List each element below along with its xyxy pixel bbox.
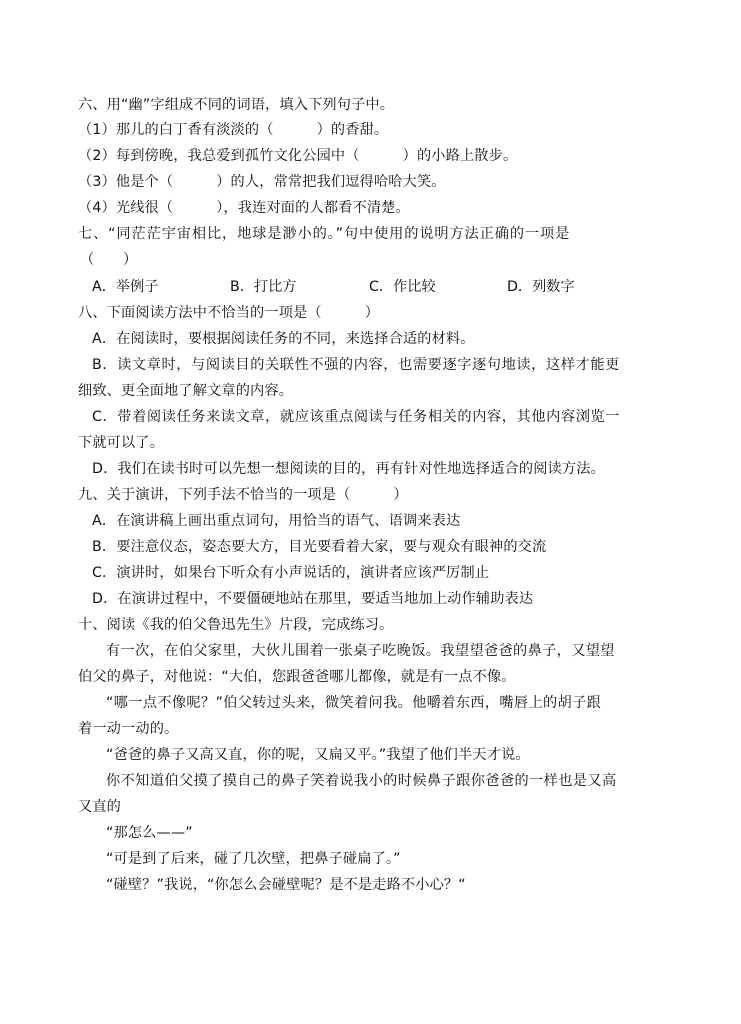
section6-item-3: （3）他是个（ ）的人，常常把我们逗得哈哈大笑。 bbox=[78, 174, 446, 190]
section7-heading: 七、“同茫茫宇宙相比，地球是渺小的。”句中使用的说明方法正确的一项是 bbox=[78, 226, 571, 242]
section8-option-a: A．在阅读时，要根据阅读任务的不同，来选择合适的材料。 bbox=[92, 331, 475, 347]
section7-option-b: B．打比方 bbox=[230, 279, 297, 295]
section9-option-d: D．在演讲过程中，不要僵硬地站在那里，要适当地加上动作辅助表达 bbox=[92, 591, 534, 607]
section8-option-c-line2: 下就可以了。 bbox=[78, 435, 165, 451]
section9-option-c: C．演讲时，如果台下听众有小声说话的，演讲者应该严厉制止 bbox=[92, 565, 490, 581]
section10-heading: 十、阅读《我的伯父鲁迅先生》片段，完成练习。 bbox=[78, 617, 394, 633]
passage-line-3: “哪一点不像呢？”伯父转过头来，微笑着问我。他嚼着东西，嘴唇上的胡子跟 bbox=[106, 695, 602, 711]
passage-line-2: 伯父的鼻子，对他说：“大伯，您跟爸爸哪儿都像，就是有一点不像。 bbox=[78, 669, 516, 685]
section6-item-2: （2）每到傍晚，我总爱到孤竹文化公园中（ ）的小路上散步。 bbox=[78, 148, 518, 164]
passage-line-9: “可是到了后来，碰了几次壁，把鼻子碰扁了。” bbox=[106, 851, 401, 867]
section6-item-1: （1）那儿的白丁香有淡淡的（ ）的香甜。 bbox=[78, 122, 389, 138]
section7-option-a: A．举例子 bbox=[92, 279, 159, 295]
passage-line-4: 着一动一动的。 bbox=[78, 721, 179, 737]
section7-option-c: C．作比较 bbox=[369, 279, 436, 295]
section8-heading: 八、下面阅读方法中不恰当的一项是（ ） bbox=[78, 305, 380, 321]
section7-answer-paren: （ ） bbox=[80, 252, 138, 268]
section6-heading: 六、用“幽”字组成不同的词语，填入下列句子中。 bbox=[78, 97, 395, 113]
section8-option-b-line1: B．读文章时，与阅读目的关联性不强的内容，也需要逐字逐句地读，这样才能更 bbox=[92, 357, 620, 373]
section6-item-4: （4）光线很（ ），我连对面的人都看不清楚。 bbox=[78, 200, 410, 216]
passage-line-1: 有一次，在伯父家里，大伙儿围着一张桌子吃晚饭。我望望爸爸的鼻子，又望望 bbox=[106, 643, 615, 659]
passage-line-8: “那怎么——” bbox=[106, 825, 193, 841]
section8-option-d: D．我们在读书时可以先想一想阅读的目的，再有针对性地选择适合的阅读方法。 bbox=[92, 461, 605, 477]
passage-line-6: 你不知道伯父摸了摸自己的鼻子笑着说我小的时候鼻子跟你爸爸的一样也是又高 bbox=[106, 773, 617, 789]
passage-line-7: 又直的 bbox=[78, 799, 122, 815]
section9-option-b: B．要注意仪态，姿态要大方，目光要看着大家，要与观众有眼神的交流 bbox=[92, 539, 547, 555]
passage-line-10: “碰壁？”我说，“你怎么会碰壁呢？是不是走路不小心？“ bbox=[106, 877, 466, 893]
section7-option-d: D．列数字 bbox=[507, 279, 575, 295]
section9-heading: 九、关于演讲，下列手法不恰当的一项是（ ） bbox=[78, 487, 408, 503]
section8-option-c-line1: C．带着阅读任务来读文章，就应该重点阅读与任务相关的内容，其他内容浏览一 bbox=[92, 409, 621, 425]
section8-option-b-line2: 细致、更全面地了解文章的内容。 bbox=[78, 383, 294, 399]
passage-line-5: “爸爸的鼻子又高又直，你的呢，又扁又平。”我望了他们半天才说。 bbox=[106, 747, 530, 763]
section9-option-a: A．在演讲稿上画出重点词句，用恰当的语气、语调来表达 bbox=[92, 513, 461, 529]
